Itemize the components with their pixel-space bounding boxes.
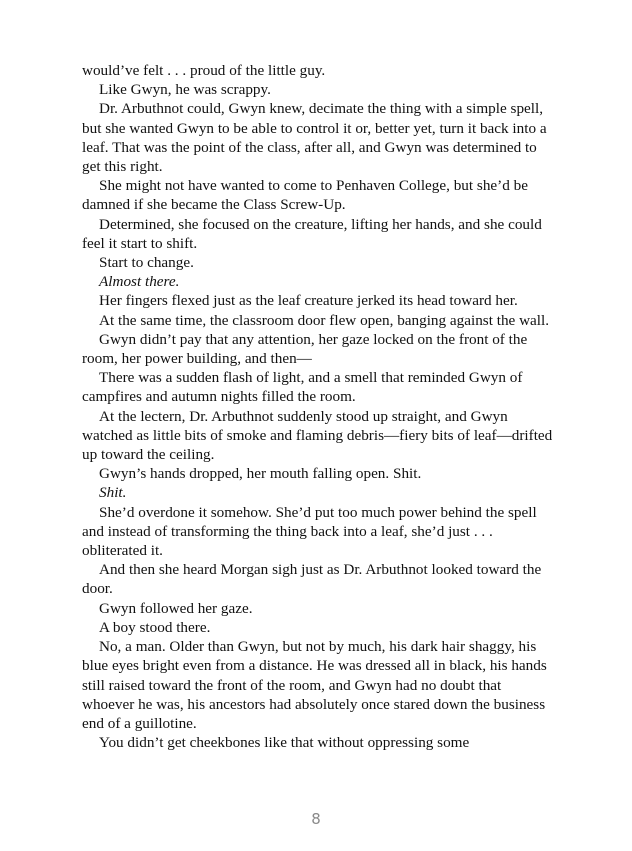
paragraph: There was a sudden flash of light, and a smell that reminded Gwyn of campfires and autumn nights filled the room. [82, 369, 523, 406]
page-body [82, 61, 554, 752]
paragraph: A boy stood there. [99, 618, 211, 636]
page-number: 8 [311, 810, 321, 828]
paragraph: At the lectern, Dr. Arbuthnot suddenly stood up straight, and Gwyn watched as little bits of smoke and flaming debris—fiery bits of leaf—drifted up toward the ceiling. [82, 407, 553, 464]
paragraph: At the same time, the classroom door flew open, banging against the wall. [99, 311, 550, 329]
paragraph: Her fingers flexed just as the leaf creature jerked its head toward her. [99, 292, 518, 310]
paragraph: Like Gwyn, he was scrappy. [99, 81, 271, 99]
paragraph: She’d overdone it somehow. She’d put too much power behind the spell and instead of transforming the thing back into a leaf, she’d just . . . obliterated it. [82, 503, 537, 560]
paragraph: Dr. Arbuthnot could, Gwyn knew, decimate the thing with a simple spell, but she wanted Gwyn to be able to control it or, better yet, turn it back into a leaf. That was the point of the class, after all, and Gwyn was determined to get this right. [82, 100, 547, 176]
paragraph: Determined, she focused on the creature, lifting her hands, and she could feel it start to shift. [82, 215, 542, 252]
paragraph: Gwyn didn’t pay that any attention, her gaze locked on the front of the room, her power building, and then— [82, 330, 528, 368]
paragraph: Gwyn’s hands dropped, her mouth falling open. Shit. [99, 465, 422, 483]
paragraph-italic [82, 483, 554, 502]
italic-text: Almost there. [99, 273, 180, 291]
italic-text: Shit. [99, 484, 127, 502]
paragraph: You didn’t get cheekbones like that without oppressing some [99, 734, 470, 752]
paragraph: Gwyn followed her gaze. [99, 599, 253, 617]
paragraph: No, a man. Older than Gwyn, but not by much, his dark hair shaggy, his blue eyes bright even from a distance. He was dressed all in black, his hands still raised toward the front of the room, and Gwyn had no doubt that whoever he was, his ancestors had absolutely once stared down the business end of a guillotine. [82, 638, 547, 732]
paragraph: Start to change. [99, 254, 194, 272]
paragraph-italic [82, 272, 554, 291]
paragraph: She might not have wanted to come to Penhaven College, but she’d be damned if she became the Class Screw-Up. [82, 177, 528, 214]
paragraph-continued: would’ve felt . . . proud of the little guy. [82, 62, 326, 79]
paragraph: And then she heard Morgan sigh just as Dr. Arbuthnot looked toward the door. [82, 561, 542, 598]
